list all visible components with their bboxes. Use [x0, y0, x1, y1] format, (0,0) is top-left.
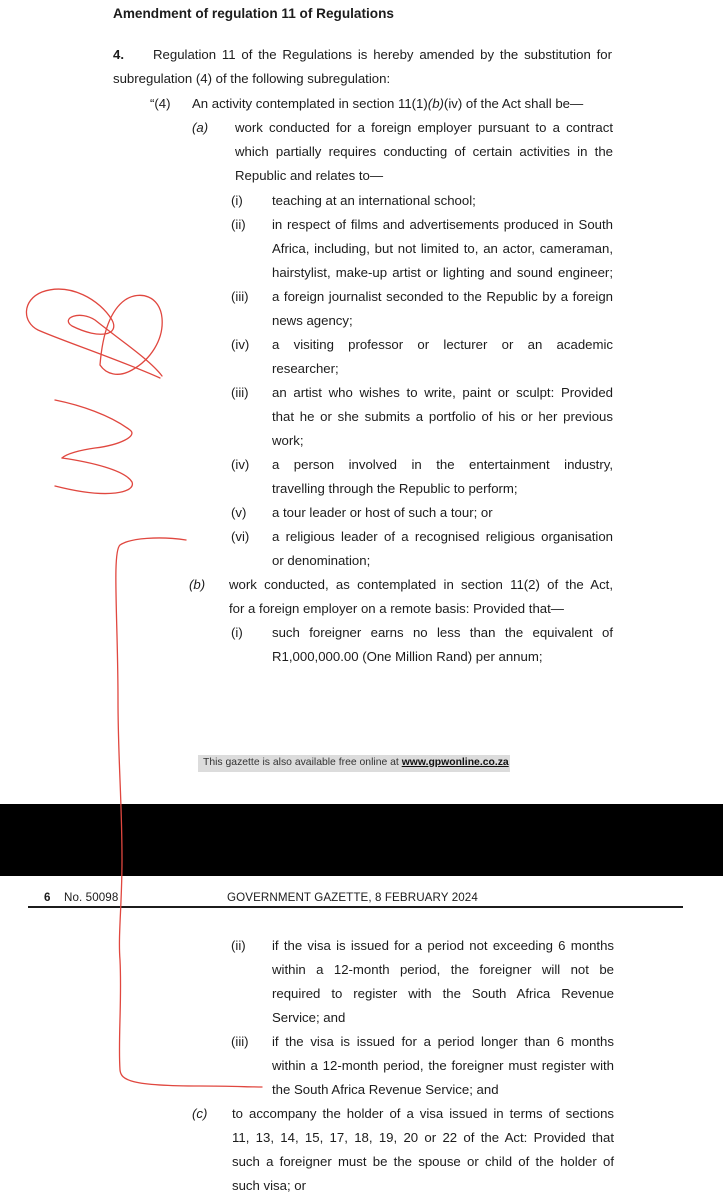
item-b-1-line-2: R1,000,000.00 (One Million Rand) per annum; [272, 649, 543, 664]
item-b-2-num: (ii) [231, 938, 246, 953]
item-b-3-line-3: the South Africa Revenue Service; and [272, 1082, 499, 1097]
subregulation-text [192, 96, 583, 111]
item-a-5-line-1: an artist who wishes to write, paint or sculpt: Provided [272, 385, 613, 400]
annotation-scribble-b [100, 295, 162, 374]
gazette-title: GOVERNMENT GAZETTE, 8 FEBRUARY 2024 [227, 891, 478, 904]
item-a-6-line-2: travelling through the Republic to perform; [272, 481, 518, 496]
item-b-2-line-2: within a 12-month period, the foreigner will not be [272, 962, 614, 977]
annotation-b-lower [55, 458, 132, 494]
item-a-4-line-2: researcher; [272, 361, 339, 376]
item-a-6-line-1: a person involved in the entertainment industry, [272, 457, 613, 472]
page-separator [0, 804, 723, 876]
footer-text: This gazette is also available free online at [203, 757, 399, 768]
footer-notice [203, 757, 509, 768]
paragraph-c-line-4: such visa; or [232, 1178, 307, 1193]
item-a-1-num: (i) [231, 193, 243, 208]
item-b-1-num: (i) [231, 625, 243, 640]
item-a-2-num: (ii) [231, 217, 246, 232]
item-a-6-num: (iv) [231, 457, 250, 472]
paragraph-c-line-3: such a foreigner must be the spouse or child of the holder of [232, 1154, 614, 1169]
subregulation-text-pre: An activity contemplated in section 11(1) [192, 96, 428, 111]
item-a-3-line-1: a foreign journalist seconded to the Republic by a foreign [272, 289, 613, 304]
paragraph-c-line-2: 11, 13, 14, 15, 17, 18, 19, 20 or 22 of the Act: Provided that [232, 1130, 614, 1145]
item-b-2-line-1: if the visa is issued for a period not exceeding 6 months [272, 938, 614, 953]
item-a-7-line-1: a tour leader or host of such a tour; or [272, 505, 493, 520]
item-b-3-line-2: within a 12-month period, the foreigner must register with [272, 1058, 614, 1073]
section-text-line-2: subregulation (4) of the following subregulation: [113, 71, 391, 86]
header-rule [28, 906, 683, 908]
item-b-2-line-3: required to register with the South Africa Revenue [272, 986, 614, 1001]
paragraph-a-label: (a) [192, 120, 209, 135]
item-a-2-line-3: hairstylist, make-up artist or lighting and sound engineer; [272, 265, 613, 280]
paragraph-b-line-2: for a foreign employer on a remote basis: Provided that— [229, 601, 564, 616]
annotation-scribble-loop [26, 289, 162, 378]
subregulation-number: “(4) [150, 96, 171, 111]
paragraph-c-label: (c) [192, 1106, 208, 1121]
item-a-3-line-2: news agency; [272, 313, 353, 328]
item-a-7-num: (v) [231, 505, 247, 520]
paragraph-a-line-3: Republic and relates to— [235, 168, 384, 183]
item-a-1-line-1: teaching at an international school; [272, 193, 476, 208]
item-b-3-num: (iii) [231, 1034, 249, 1049]
issue-number: No. 50098 [64, 891, 119, 904]
item-a-3-num: (iii) [231, 289, 249, 304]
item-a-2-line-1: in respect of films and advertisements produced in South [272, 217, 613, 232]
paragraph-b-line-1: work conducted, as contemplated in section 11(2) of the Act, [229, 577, 613, 592]
paragraph-a-line-2: which partially requires conducting of certain activities in the [235, 144, 613, 159]
item-a-5-num: (iii) [231, 385, 249, 400]
paragraph-b-label: (b) [189, 577, 206, 592]
paragraph-c-line-1: to accompany the holder of a visa issued in terms of sections [232, 1106, 614, 1121]
item-a-8-num: (vi) [231, 529, 250, 544]
item-a-4-line-1: a visiting professor or lecturer or an academic [272, 337, 613, 352]
item-b-1-line-1: such foreigner earns no less than the equivalent of [272, 625, 613, 640]
section-text-line-1: Regulation 11 of the Regulations is hereby amended by the substitution for [153, 47, 612, 62]
section-number: 4. [113, 47, 124, 62]
annotation-b-upper [55, 400, 132, 458]
subregulation-text-post: (iv) of the Act shall be— [443, 96, 584, 111]
item-a-2-line-2: Africa, including, but not limited to, an actor, cameraman, [272, 241, 613, 256]
item-b-2-line-4: Service; and [272, 1010, 346, 1025]
section-heading: Amendment of regulation 11 of Regulations [113, 6, 394, 21]
item-a-8-line-1: a religious leader of a recognised religious organisation [272, 529, 613, 544]
footer-link[interactable]: www.gpwonline.co.za [401, 757, 509, 768]
item-a-4-num: (iv) [231, 337, 250, 352]
item-b-3-line-1: if the visa is issued for a period longer than 6 months [272, 1034, 614, 1049]
subregulation-text-italic: (b) [427, 96, 444, 111]
item-a-5-line-3: work; [272, 433, 304, 448]
item-a-5-line-2: that he or she submits a portfolio of his or her previous [272, 409, 613, 424]
page-number: 6 [44, 891, 51, 904]
paragraph-a-line-1: work conducted for a foreign employer pursuant to a contract [235, 120, 613, 135]
item-a-8-line-2: or denomination; [272, 553, 371, 568]
